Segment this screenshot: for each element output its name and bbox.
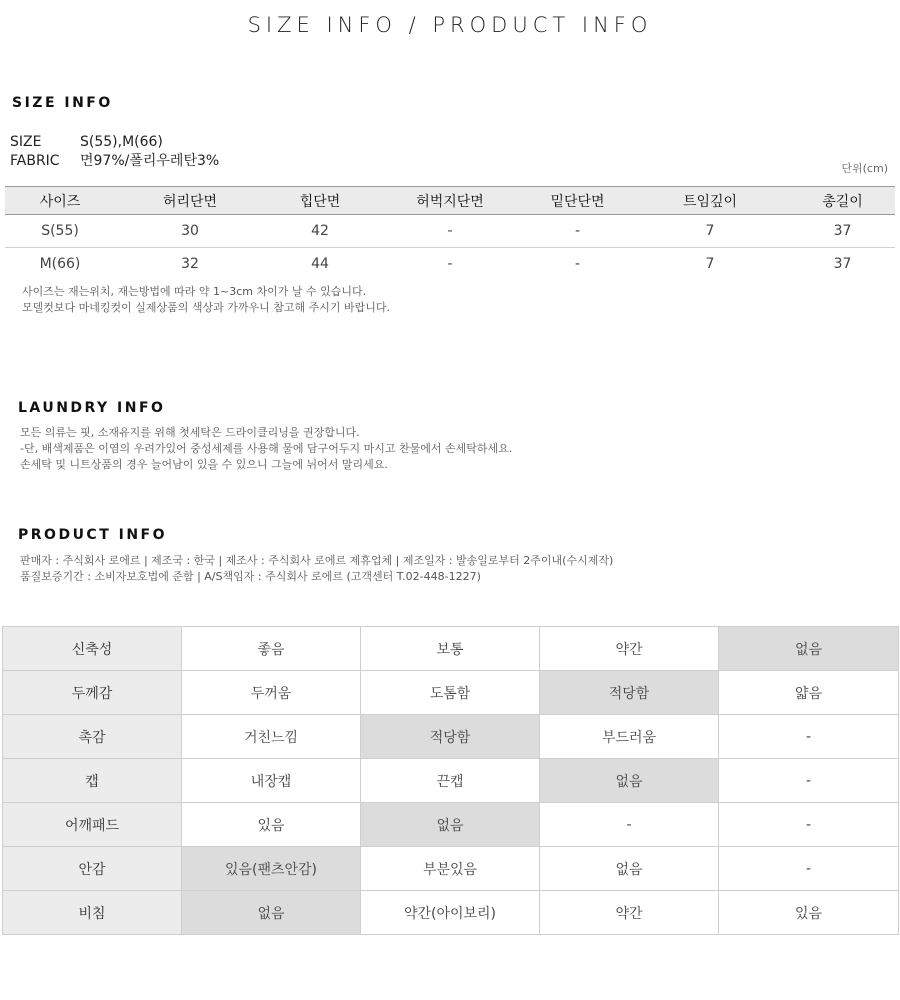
attribute-label: 안감 [3,847,182,891]
attribute-option: 약간(아이보리) [361,891,540,935]
product-line: 판매자 : 주식회사 로에르 | 제조국 : 한국 | 제조사 : 주식회사 로에르 제휴업체 | 제조일자 : 발송일로부터 2주이내(수시제작) [20,554,614,567]
cell-slit: 7 [630,215,790,248]
cell-length: 37 [790,215,895,248]
table-row [5,215,895,248]
attribute-option-selected: 적당함 [540,671,719,715]
fabric-label: FABRIC [10,153,60,169]
attribute-label: 캡 [3,759,182,803]
attribute-option: 좋음 [182,627,361,671]
size-notes [22,284,390,316]
header-length: 총길이 [790,187,895,215]
laundry-line: 모든 의류는 핏, 소재유지를 위해 첫세탁은 드라이클리닝을 권장합니다. [20,426,360,439]
attribute-option: 얇음 [719,671,899,715]
laundry-notes [20,425,512,473]
attribute-label: 촉감 [3,715,182,759]
attribute-option: - [719,759,899,803]
attribute-row [3,671,899,715]
attribute-option: 있음 [182,803,361,847]
header-thigh: 허벅지단면 [375,187,525,215]
cell-waist: 30 [115,215,265,248]
header-hip: 힙단면 [265,187,375,215]
cell-hip: 42 [265,215,375,248]
attribute-option: 없음 [540,847,719,891]
laundry-line: 손세탁 및 니트상품의 경우 늘어남이 있을 수 있으니 그늘에 뉘어서 말리세요. [20,458,388,471]
attribute-option: 부분있음 [361,847,540,891]
cell-hip: 44 [311,256,329,272]
attribute-row [3,759,899,803]
attribute-option: 보통 [361,627,540,671]
header-size: 사이즈 [5,187,115,215]
attribute-option: 부드러움 [540,715,719,759]
attribute-option-selected: 적당함 [361,715,540,759]
laundry-line: -단, 배색제품은 이염의 우려가있어 중성세제를 사용해 물에 담구어두지 마시고 찬물에서 손세탁하세요. [20,442,513,455]
product-attribute-table [2,626,899,935]
attribute-option: 끈캡 [361,759,540,803]
attribute-option: 내장캡 [182,759,361,803]
cell-hem: - [574,256,581,272]
header-waist: 허리단면 [115,187,265,215]
cell-length: 37 [833,256,852,272]
attribute-label: 신축성 [3,627,182,671]
header-hem: 밑단단면 [525,187,630,215]
cell-hem: - [525,215,630,248]
attribute-option-selected: 없음 [719,627,899,671]
cell-waist: 32 [181,256,199,272]
cell-thigh: - [447,256,453,272]
size-table-header [5,187,895,215]
page-title: SIZE INFO / PRODUCT INFO [247,13,653,37]
size-label: SIZE [10,134,42,150]
attribute-row [3,803,899,847]
attribute-option: 약간 [540,891,719,935]
fabric-spec [10,150,219,170]
attribute-option: - [540,803,719,847]
attribute-option-selected: 있음(팬츠안감) [182,847,361,891]
attribute-option: - [719,803,899,847]
cell-slit: 7 [705,256,715,272]
attribute-option: 약간 [540,627,719,671]
cell-size: S(55) [5,215,115,248]
product-info-heading: PRODUCT INFO [18,527,168,543]
attribute-row [3,847,899,891]
cell-size: M(66) [39,256,81,272]
attribute-row [3,715,899,759]
attribute-row [3,891,899,935]
attribute-label: 비침 [3,891,182,935]
attribute-label: 어깨패드 [3,803,182,847]
header-slit: 트임깊이 [630,187,790,215]
size-value: S(55),M(66) [80,134,163,150]
size-note-line: 모델컷보다 마네킹컷이 실제상품의 색상과 가까우니 참고해 주시기 바랍니다. [22,301,391,314]
table-row [5,248,895,281]
size-table [5,186,895,280]
attribute-option: - [719,715,899,759]
size-info-heading: SIZE INFO [12,95,113,111]
attribute-option: 거친느낌 [182,715,361,759]
fabric-value: 면97%/폴리우레탄3% [80,153,220,169]
size-note-line: 사이즈는 재는위치, 재는방법에 따라 약 1~3cm 차이가 날 수 있습니다. [22,285,367,298]
unit-label: 단위(cm) [841,162,888,175]
laundry-info-heading: LAUNDRY INFO [18,400,166,416]
attribute-option-selected: 없음 [361,803,540,847]
size-spec [10,134,163,150]
attribute-label: 두께감 [3,671,182,715]
attribute-option: 있음 [719,891,899,935]
attribute-option-selected: 없음 [540,759,719,803]
attribute-option: 두꺼움 [182,671,361,715]
attribute-option-selected: 없음 [182,891,361,935]
attribute-row [3,627,899,671]
attribute-option: - [719,847,899,891]
attribute-option: 도톰함 [361,671,540,715]
product-notes [20,553,613,585]
cell-thigh: - [375,215,525,248]
product-line: 품질보증기간 : 소비자보호법에 준함 | A/S책임자 : 주식회사 로에르 (고객센터 T.02-448-1227) [20,570,481,583]
